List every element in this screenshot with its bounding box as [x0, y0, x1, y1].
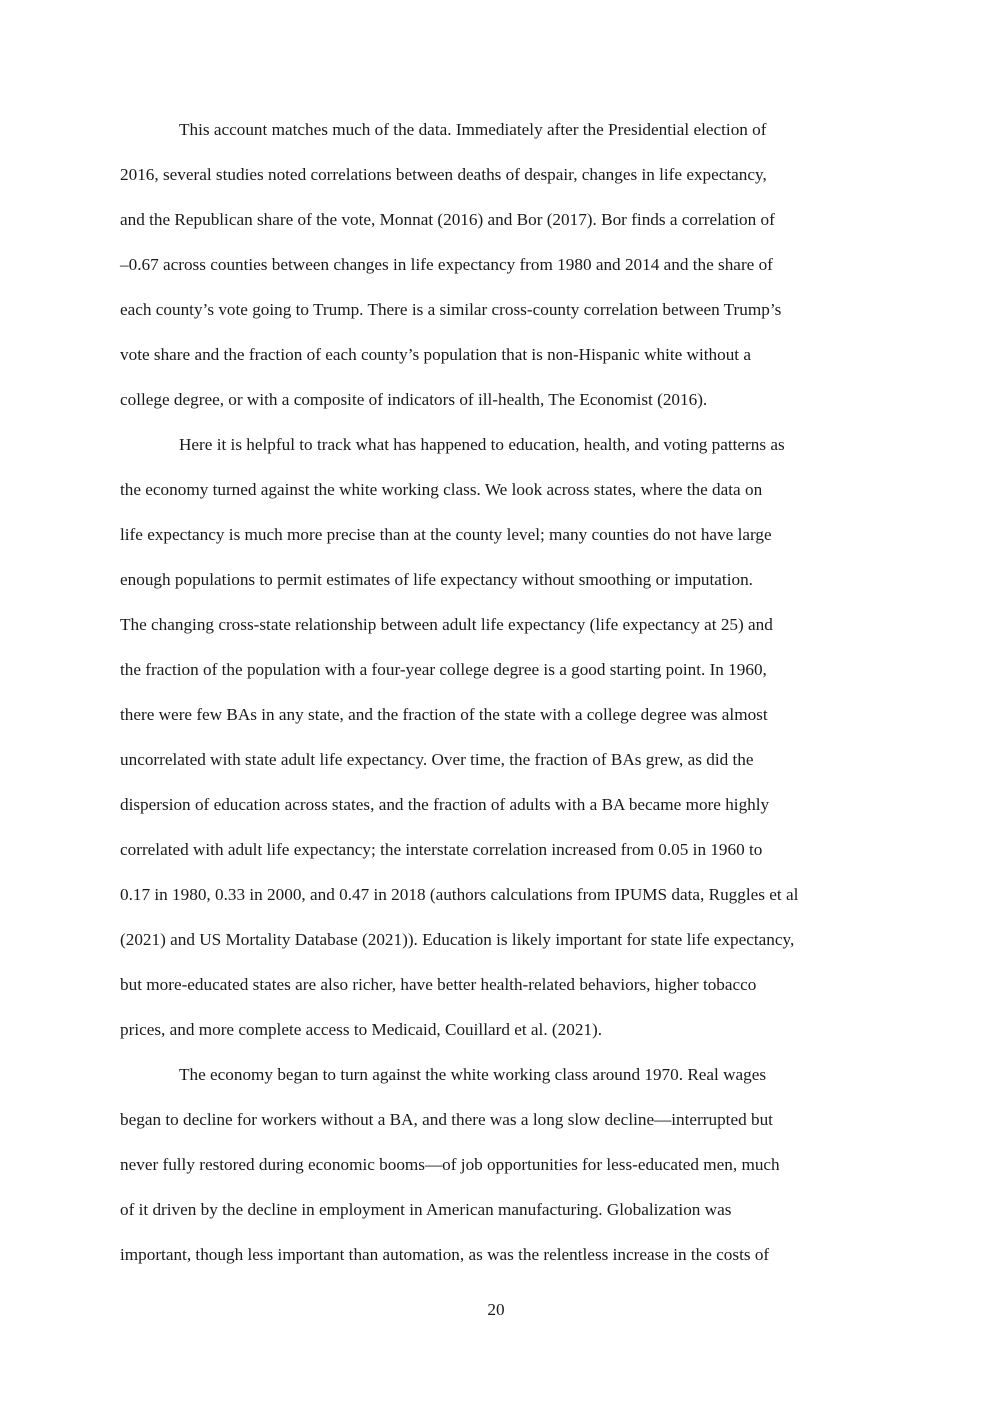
- paragraph-2-line-10: correlated with adult life expectancy; the interstate correlation increased from 0.05 in 1960 to: [120, 840, 763, 859]
- paragraph-3-line-5: important, though less important than automation, as was the relentless increase in the costs of: [120, 1245, 770, 1264]
- paragraph-1-line-3: and the Republican share of the vote, Monnat (2016) and Bor (2017). Bor finds a correlation of: [120, 210, 775, 229]
- paragraph-2-line-6: the fraction of the population with a four-year college degree is a good starting point. In 1960,: [120, 660, 767, 679]
- paragraph-2-line-12: (2021) and US Mortality Database (2021)). Education is likely important for state life expectancy,: [120, 930, 795, 949]
- paragraph-2-line-3: life expectancy is much more precise than at the county level; many counties do not have large: [120, 525, 772, 544]
- paragraph-2-line-8: uncorrelated with state adult life expectancy. Over time, the fraction of BAs grew, as did the: [120, 750, 754, 769]
- page-number: 20: [487, 1300, 505, 1319]
- paragraph-2-line-13: but more-educated states are also richer, have better health-related behaviors, higher tobacco: [120, 975, 757, 994]
- paragraph-2-line-9: dispersion of education across states, and the fraction of adults with a BA became more highly: [120, 795, 770, 814]
- paragraph-1-line-7: college degree, or with a composite of indicators of ill-health, The Economist (2016).: [120, 390, 708, 409]
- paragraph-3-line-2: began to decline for workers without a BA, and there was a long slow decline—interrupted but: [120, 1110, 773, 1129]
- paragraph-1-line-1: This account matches much of the data. Immediately after the Presidential election of: [179, 120, 767, 139]
- paragraph-2-line-7: there were few BAs in any state, and the fraction of the state with a college degree was almost: [120, 705, 768, 724]
- paragraph-3-line-4: of it driven by the decline in employment in American manufacturing. Globalization was: [120, 1200, 732, 1219]
- paragraph-2-line-1: Here it is helpful to track what has happened to education, health, and voting patterns as: [179, 435, 785, 454]
- paragraph-2-line-2: the economy turned against the white working class. We look across states, where the data on: [120, 480, 763, 499]
- paragraph-1-line-6: vote share and the fraction of each county’s population that is non-Hispanic white without a: [120, 345, 751, 364]
- paragraph-1-line-2: 2016, several studies noted correlations between deaths of despair, changes in life expectancy,: [120, 165, 767, 184]
- paragraph-3-line-3: never fully restored during economic booms—of job opportunities for less-educated men, much: [120, 1155, 780, 1174]
- paragraph-2-line-4: enough populations to permit estimates of life expectancy without smoothing or imputation.: [120, 570, 753, 589]
- paragraph-1-line-5: each county’s vote going to Trump. There is a similar cross-county correlation between Trump’s: [120, 300, 782, 319]
- paragraph-1-line-4: –0.67 across counties between changes in life expectancy from 1980 and 2014 and the share of: [120, 255, 773, 274]
- paragraph-2-line-5: The changing cross-state relationship between adult life expectancy (life expectancy at 25) and: [120, 615, 773, 634]
- paragraph-2-line-14: prices, and more complete access to Medicaid, Couillard et al. (2021).: [120, 1020, 603, 1039]
- paragraph-3-line-1: The economy began to turn against the white working class around 1970. Real wages: [179, 1065, 767, 1084]
- paragraph-2-line-11: 0.17 in 1980, 0.33 in 2000, and 0.47 in 2018 (authors calculations from IPUMS data, Ruggles et al: [120, 885, 799, 904]
